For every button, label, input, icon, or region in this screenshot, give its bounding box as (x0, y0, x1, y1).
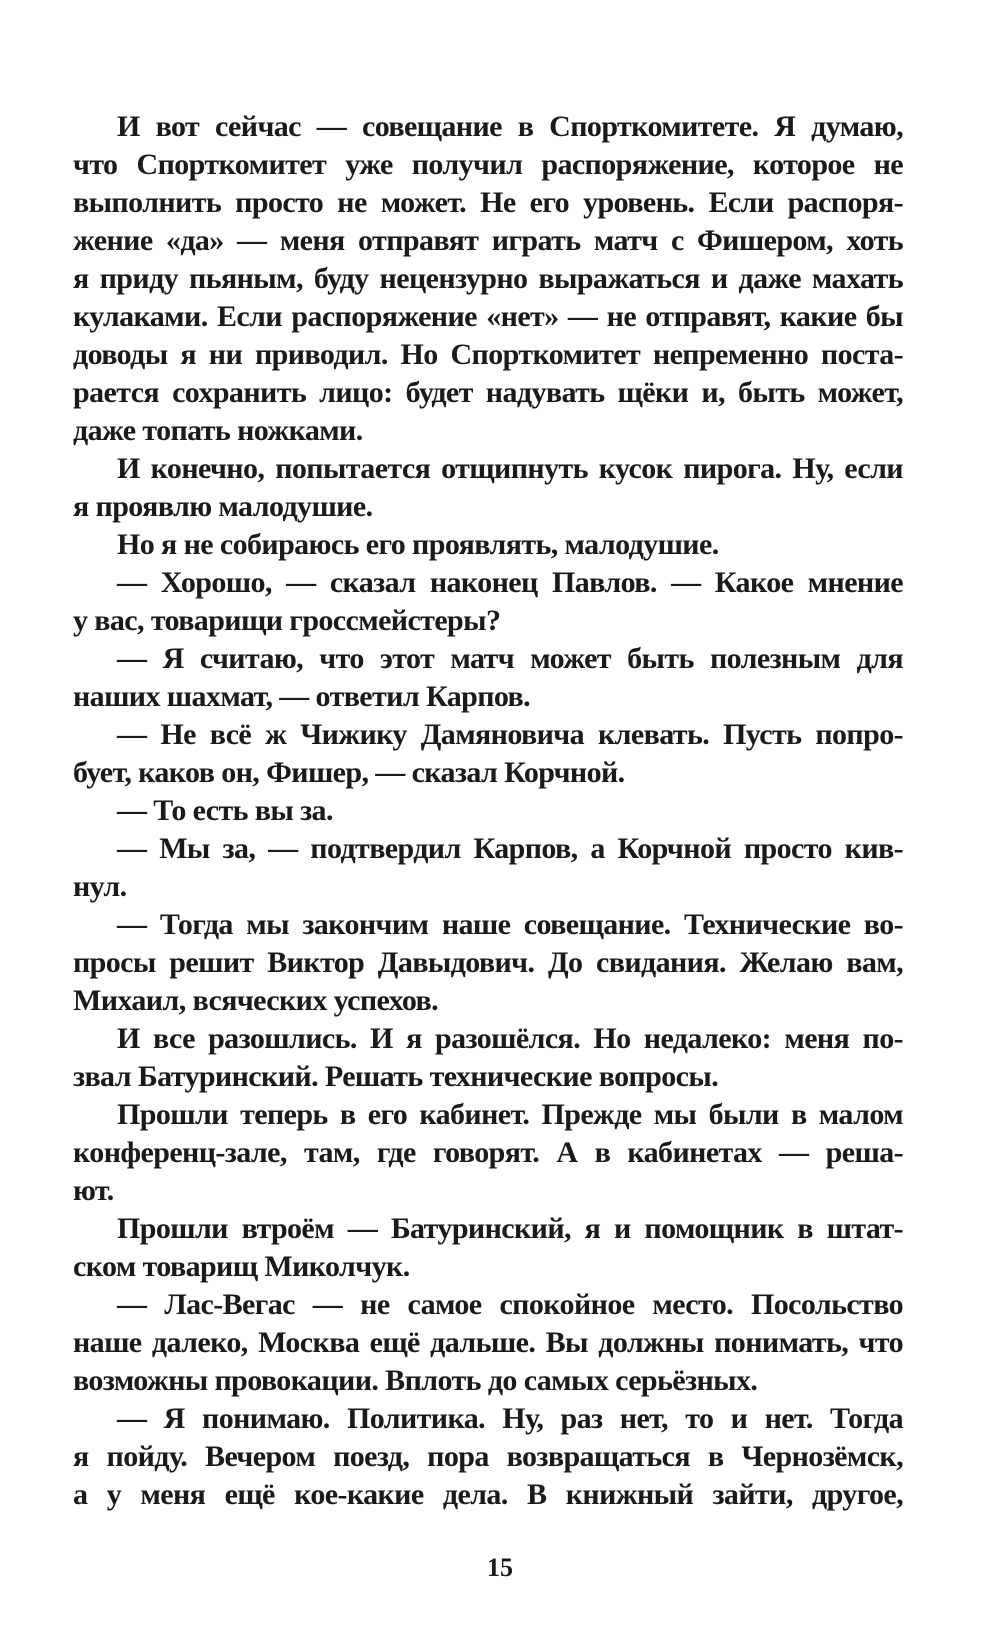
text-line: И вот сейчас — совещание в Спорткомитете. Я думаю, (117, 110, 903, 143)
text-line: даже топать ножками. (73, 414, 363, 447)
text-line: ском товарищ Миколчук. (73, 1250, 410, 1283)
text-line: ют. (73, 1174, 114, 1207)
text-line: Прошли втроём — Батуринский, я и помощник в штат- (117, 1212, 903, 1245)
text-line: звал Батуринский. Решать технические вопросы. (73, 1060, 719, 1093)
text-line: нул. (73, 870, 127, 903)
text-line: кулаками. Если распоряжение «нет» — не отправят, какие бы (73, 300, 903, 333)
text-line: доводы я ни приводил. Но Спорткомитет непременно поста- (73, 338, 903, 371)
text-line: — Не всё ж Чижику Дамяновича клевать. Пусть попро- (117, 718, 903, 751)
text-line: — Я понимаю. Политика. Ну, раз нет, то и нет. Тогда (117, 1402, 903, 1435)
text-line: — Тогда мы закончим наше совещание. Технические во- (117, 908, 903, 941)
text-line: И все разошлись. И я разошёлся. Но недалеко: меня по- (117, 1022, 903, 1055)
text-line: наше далеко, Москва ещё дальше. Вы должны понимать, что (73, 1326, 903, 1359)
text-line: — То есть вы за. (117, 794, 333, 827)
text-line: возможны провокации. Вплоть до самых серьёзных. (73, 1364, 758, 1397)
text-line: Михаил, всяческих успехов. (73, 984, 439, 1017)
text-line: И конечно, попытается отщипнуть кусок пирога. Ну, если (117, 452, 903, 485)
text-line: выполнить просто не может. Не его уровень. Если распоря- (73, 186, 903, 219)
text-line: наших шахмат, — ответил Карпов. (73, 680, 531, 713)
text-line: рается сохранить лицо: будет надувать щёки и, быть может, (73, 376, 903, 409)
text-line: — Лас-Вегас — не самое спокойное место. Посольство (117, 1288, 903, 1321)
text-line: а у меня ещё кое-какие дела. В книжный зайти, другое, (73, 1478, 903, 1511)
text-line: — Мы за, — подтвердил Карпов, а Корчной просто кив- (117, 832, 903, 865)
text-line: — Хорошо, — сказал наконец Павлов. — Какое мнение (117, 566, 903, 599)
text-line: Но я не собираюсь его проявлять, малодушие. (117, 528, 719, 561)
text-line: я проявлю малодушие. (73, 490, 373, 523)
text-line: просы решит Виктор Давыдович. До свидания. Желаю вам, (73, 946, 903, 979)
text-line: жение «да» — меня отправят играть матч с Фишером, хоть (73, 224, 903, 257)
text-line: у вас, товарищи гроссмейстеры? (73, 604, 501, 637)
text-line: я приду пьяным, буду нецензурно выражаться и даже махать (73, 262, 903, 295)
page-number: 15 (487, 1553, 513, 1582)
text-line: конференц-зале, там, где говорят. А в кабинетах — реша- (73, 1136, 903, 1169)
text-line: Прошли теперь в его кабинет. Прежде мы были в малом (117, 1098, 903, 1131)
text-line: — Я считаю, что этот матч может быть полезным для (117, 642, 903, 675)
text-line: что Спорткомитет уже получил распоряжение, которое не (73, 148, 903, 181)
text-line: бует, каков он, Фишер, — сказал Корчной. (73, 756, 625, 789)
text-line: я пойду. Вечером поезд, пора возвращаться в Чернозёмск, (73, 1440, 903, 1473)
